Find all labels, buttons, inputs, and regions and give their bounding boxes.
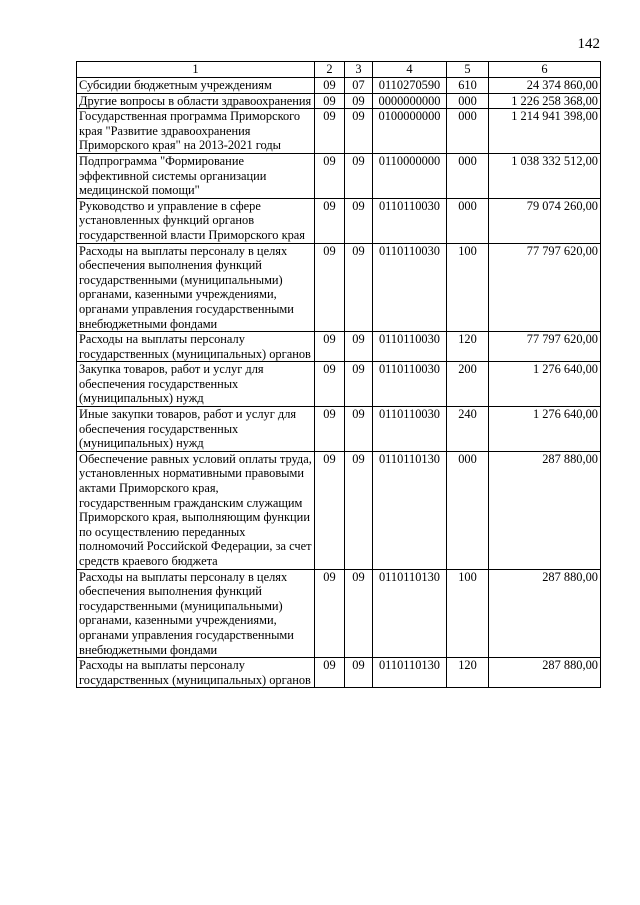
amount: 1 038 332 512,00 xyxy=(489,153,601,198)
section-code: 09 xyxy=(315,78,345,94)
section-code: 09 xyxy=(315,198,345,243)
target-item-code: 0110110130 xyxy=(373,658,447,688)
table-row xyxy=(77,93,601,109)
target-item-code: 0110110030 xyxy=(373,362,447,407)
expense-type-code: 000 xyxy=(447,198,489,243)
target-item-code: 0110110030 xyxy=(373,332,447,362)
table-row xyxy=(77,153,601,198)
table-row xyxy=(77,78,601,94)
amount: 1 276 640,00 xyxy=(489,362,601,407)
table-row xyxy=(77,243,601,332)
table-row xyxy=(77,569,601,658)
expense-type-code: 000 xyxy=(447,93,489,109)
amount: 77 797 620,00 xyxy=(489,332,601,362)
section-code: 09 xyxy=(315,658,345,688)
item-name: Расходы на выплаты персоналу в целях обеспечения выполнения функций государственными (муниципальными) органами, казенными учреждениями, органами управления государственными внебюджетными фондами xyxy=(77,243,315,332)
amount: 1 226 258 368,00 xyxy=(489,93,601,109)
item-name: Другие вопросы в области здравоохранения xyxy=(77,93,315,109)
table-row xyxy=(77,362,601,407)
section-code: 09 xyxy=(315,569,345,658)
expense-type-code: 000 xyxy=(447,109,489,154)
expense-type-code: 120 xyxy=(447,332,489,362)
amount: 287 880,00 xyxy=(489,451,601,569)
item-name: Государственная программа Приморского края "Развитие здравоохранения Приморского края" на 2013-2021 годы xyxy=(77,109,315,154)
subsection-code: 09 xyxy=(345,569,373,658)
amount: 1 276 640,00 xyxy=(489,407,601,452)
table-row xyxy=(77,332,601,362)
item-name: Подпрограмма "Формирование эффективной системы организации медицинской помощи" xyxy=(77,153,315,198)
amount: 24 374 860,00 xyxy=(489,78,601,94)
section-code: 09 xyxy=(315,109,345,154)
table-row xyxy=(77,198,601,243)
table-row xyxy=(77,658,601,688)
item-name: Расходы на выплаты персоналу государственных (муниципальных) органов xyxy=(77,332,315,362)
expense-type-code: 200 xyxy=(447,362,489,407)
subsection-code: 09 xyxy=(345,362,373,407)
amount: 287 880,00 xyxy=(489,658,601,688)
target-item-code: 0110110030 xyxy=(373,198,447,243)
section-code: 09 xyxy=(315,407,345,452)
subsection-code: 09 xyxy=(345,407,373,452)
item-name: Субсидии бюджетным учреждениям xyxy=(77,78,315,94)
column-header: 5 xyxy=(447,62,489,78)
page-number: 142 xyxy=(577,36,600,52)
subsection-code: 09 xyxy=(345,332,373,362)
target-item-code: 0000000000 xyxy=(373,93,447,109)
column-header: 1 xyxy=(77,62,315,78)
amount: 1 214 941 398,00 xyxy=(489,109,601,154)
subsection-code: 09 xyxy=(345,451,373,569)
subsection-code: 07 xyxy=(345,78,373,94)
target-item-code: 0110110130 xyxy=(373,569,447,658)
subsection-code: 09 xyxy=(345,198,373,243)
budget-table xyxy=(76,61,601,688)
subsection-code: 09 xyxy=(345,153,373,198)
item-name: Расходы на выплаты персоналу в целях обеспечения выполнения функций государственными (муниципальными) органами, казенными учреждениями, органами управления государственными внебюджетными фондами xyxy=(77,569,315,658)
item-name: Обеспечение равных условий оплаты труда, установленных нормативными правовыми актами Приморского края, государственным гражданским служащим Приморского края, выполняющим функции по осуществлению переданных полномочий Российской Федерации, за счет средств краевого бюджета xyxy=(77,451,315,569)
header-row xyxy=(77,62,601,78)
column-header: 3 xyxy=(345,62,373,78)
expense-type-code: 000 xyxy=(447,451,489,569)
section-code: 09 xyxy=(315,451,345,569)
expense-type-code: 610 xyxy=(447,78,489,94)
item-name: Руководство и управление в сфере установленных функций органов государственной власти Приморского края xyxy=(77,198,315,243)
expense-type-code: 100 xyxy=(447,569,489,658)
item-name: Закупка товаров, работ и услуг для обеспечения государственных (муниципальных) нужд xyxy=(77,362,315,407)
subsection-code: 09 xyxy=(345,243,373,332)
subsection-code: 09 xyxy=(345,658,373,688)
item-name: Иные закупки товаров, работ и услуг для обеспечения государственных (муниципальных) нужд xyxy=(77,407,315,452)
amount: 77 797 620,00 xyxy=(489,243,601,332)
target-item-code: 0110110130 xyxy=(373,451,447,569)
expense-type-code: 240 xyxy=(447,407,489,452)
amount: 79 074 260,00 xyxy=(489,198,601,243)
target-item-code: 0110270590 xyxy=(373,78,447,94)
table-row xyxy=(77,407,601,452)
subsection-code: 09 xyxy=(345,93,373,109)
column-header: 2 xyxy=(315,62,345,78)
section-code: 09 xyxy=(315,93,345,109)
target-item-code: 0100000000 xyxy=(373,109,447,154)
expense-type-code: 120 xyxy=(447,658,489,688)
expense-type-code: 000 xyxy=(447,153,489,198)
column-header: 6 xyxy=(489,62,601,78)
section-code: 09 xyxy=(315,153,345,198)
target-item-code: 0110000000 xyxy=(373,153,447,198)
target-item-code: 0110110030 xyxy=(373,407,447,452)
target-item-code: 0110110030 xyxy=(373,243,447,332)
section-code: 09 xyxy=(315,243,345,332)
table-row xyxy=(77,451,601,569)
column-header: 4 xyxy=(373,62,447,78)
section-code: 09 xyxy=(315,362,345,407)
subsection-code: 09 xyxy=(345,109,373,154)
expense-type-code: 100 xyxy=(447,243,489,332)
section-code: 09 xyxy=(315,332,345,362)
item-name: Расходы на выплаты персоналу государственных (муниципальных) органов xyxy=(77,658,315,688)
amount: 287 880,00 xyxy=(489,569,601,658)
table-row xyxy=(77,109,601,154)
